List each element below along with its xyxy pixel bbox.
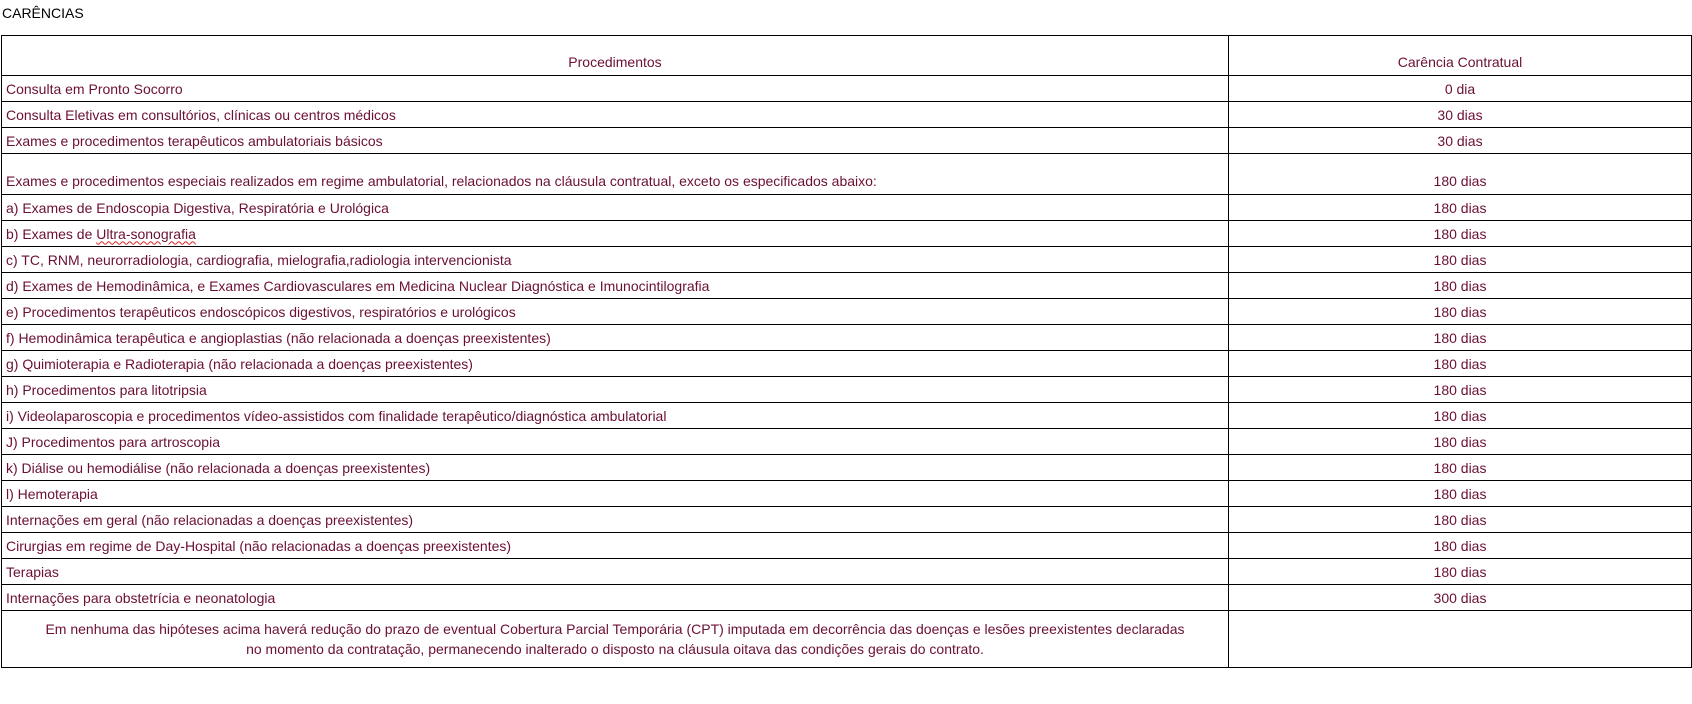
carencia-cell: 180 dias (1229, 351, 1692, 377)
table-note-row (2, 611, 1692, 668)
spellcheck-marked-word[interactable]: Ultra-sonografia (96, 225, 196, 242)
procedimento-cell: c) TC, RNM, neurorradiologia, cardiografia, mielografia,radiologia intervencionista (2, 247, 1229, 273)
procedimento-cell: Terapias (2, 559, 1229, 585)
procedimento-cell: Exames e procedimentos terapêuticos ambulatoriais básicos (2, 128, 1229, 154)
procedimento-cell: Consulta Eletivas em consultórios, clínicas ou centros médicos (2, 102, 1229, 128)
carencias-table (1, 35, 1692, 668)
table-row (2, 481, 1692, 507)
table-row (2, 533, 1692, 559)
table-row (2, 429, 1692, 455)
carencia-cell: 300 dias (1229, 585, 1692, 611)
procedimento-cell: Cirurgias em regime de Day-Hospital (não relacionadas a doenças preexistentes) (2, 533, 1229, 559)
procedimento-cell: h) Procedimentos para litotripsia (2, 377, 1229, 403)
procedimento-cell: i) Videolaparoscopia e procedimentos vídeo-assistidos com finalidade terapêutico/diagnóstica ambulatorial (2, 403, 1229, 429)
table-row (2, 154, 1692, 195)
note-cell: Em nenhuma das hipóteses acima haverá redução do prazo de eventual Cobertura Parcial Temporária (CPT) imputada em decorrência das doenças e lesões preexistentes declaradas no momento da contratação, permanecendo inalterado o disposto na cláusula oitava das condições gerais do contrato. (2, 611, 1229, 668)
page-title: CARÊNCIAS (2, 5, 84, 21)
procedimento-cell: k) Diálise ou hemodiálise (não relacionada a doenças preexistentes) (2, 455, 1229, 481)
table-row (2, 585, 1692, 611)
table-row (2, 273, 1692, 299)
carencia-cell: 180 dias (1229, 403, 1692, 429)
header-procedimentos: Procedimentos (2, 36, 1229, 76)
table-row (2, 195, 1692, 221)
procedimento-cell: f) Hemodinâmica terapêutica e angioplastias (não relacionada a doenças preexistentes) (2, 325, 1229, 351)
table-row (2, 325, 1692, 351)
carencia-cell: 180 dias (1229, 377, 1692, 403)
procedimento-cell: g) Quimioterapia e Radioterapia (não relacionada a doenças preexistentes) (2, 351, 1229, 377)
table-row (2, 507, 1692, 533)
procedimento-prefix: b) Exames de (6, 225, 97, 242)
table-header-row (2, 36, 1692, 76)
procedimento-cell: Consulta em Pronto Socorro (2, 76, 1229, 102)
carencia-cell: 180 dias (1229, 455, 1692, 481)
procedimento-cell: J) Procedimentos para artroscopia (2, 429, 1229, 455)
procedimento-cell: e) Procedimentos terapêuticos endoscópicos digestivos, respiratórios e urológicos (2, 299, 1229, 325)
carencia-cell: 30 dias (1229, 128, 1692, 154)
carencia-cell: 180 dias (1229, 481, 1692, 507)
table-row (2, 221, 1692, 247)
procedimento-cell: Internações em geral (não relacionadas a doenças preexistentes) (2, 507, 1229, 533)
table-row (2, 403, 1692, 429)
procedimento-cell: a) Exames de Endoscopia Digestiva, Respiratória e Urológica (2, 195, 1229, 221)
carencia-cell: 180 dias (1229, 533, 1692, 559)
carencia-cell: 180 dias (1229, 247, 1692, 273)
carencia-cell: 180 dias (1229, 273, 1692, 299)
carencia-cell: 180 dias (1229, 429, 1692, 455)
carencia-cell: 0 dia (1229, 76, 1692, 102)
procedimento-cell (2, 221, 1229, 247)
carencia-cell: 180 dias (1229, 507, 1692, 533)
table-row (2, 377, 1692, 403)
carencia-cell: 180 dias (1229, 559, 1692, 585)
procedimento-cell: Exames e procedimentos especiais realizados em regime ambulatorial, relacionados na cláusula contratual, exceto os especificados abaixo: (2, 154, 1229, 195)
carencia-cell: 180 dias (1229, 154, 1692, 195)
table-row (2, 299, 1692, 325)
table-row (2, 76, 1692, 102)
carencia-cell: 180 dias (1229, 299, 1692, 325)
procedimento-cell: Internações para obstetrícia e neonatologia (2, 585, 1229, 611)
procedimento-cell: l) Hemoterapia (2, 481, 1229, 507)
carencia-cell: 180 dias (1229, 195, 1692, 221)
table-row (2, 559, 1692, 585)
carencia-cell: 180 dias (1229, 325, 1692, 351)
table-row (2, 247, 1692, 273)
carencia-cell: 30 dias (1229, 102, 1692, 128)
procedimento-cell: d) Exames de Hemodinâmica, e Exames Cardiovasculares em Medicina Nuclear Diagnóstica e Imunocintilografia (2, 273, 1229, 299)
table-row (2, 351, 1692, 377)
table-row (2, 128, 1692, 154)
carencia-cell: 180 dias (1229, 221, 1692, 247)
header-carencia: Carência Contratual (1229, 36, 1692, 76)
empty-cell (1229, 611, 1692, 668)
table-row (2, 102, 1692, 128)
table-row (2, 455, 1692, 481)
